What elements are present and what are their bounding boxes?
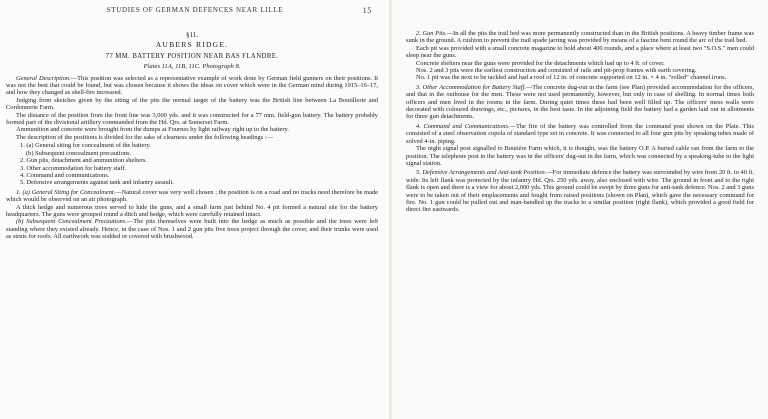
paragraph: A thick hedge and numerous trees served to hide the guns, and a small farm just behind No. 4 pit formed a natural site for the battery headquarters. The guns were grouped round a ditch and hedge, which were carefully retained intact. [6, 203, 378, 218]
paragraph-text: —The concrete dug-out in the farm (see Plan) provided accommodation for the officers, and that in the outhouse for the men. These were not used permanently, however, but only in case of shelling. In normal times both officers and men lived in the rooms in the farm. During quiet times these had been well filled up. The officers' mess walls were decorated with coloured drawings, etc., pictures, in the best taste. In the adjoining field the battery had a garden laid out in allotments for three gun detachments. [406, 83, 754, 121]
list-item: 5. Defensive arrangements against tank and infantry assault. [20, 179, 174, 187]
headings-list [20, 142, 378, 186]
paragraph: Concrete shelters near the guns were provided for the detachments which had up to 4 ft. of cover. [416, 59, 665, 67]
list-item: 2. Gun pits, detachment and ammunition shelters. [20, 157, 147, 165]
paragraph-general-siting [6, 189, 378, 204]
plates-reference: Plates 11A, 11B, 11C. Photograph 8. [143, 63, 241, 71]
paragraph: The description of the positions is divided for the sake of clearness under the following headings :— [16, 133, 273, 141]
paragraph-general-description [6, 75, 378, 97]
paragraph-text: —The fire of the battery was controlled from the command post shown on the Plate. This consisted of a steel observation cupola of standard type set in concrete. It was connected to all four gun pits by speaking tubes made of solved 4-in. piping. [406, 122, 754, 145]
section-subtitle: 77 MM. BATTERY POSITION NEAR BAS FLANDRE. [105, 52, 279, 60]
list-item: 4. Command and communications. [20, 171, 110, 179]
right-page [392, 0, 768, 419]
paragraph-label: 4. Command and Communications. [416, 122, 510, 130]
right-content [406, 30, 754, 214]
running-head-title: STUDIES OF GERMAN DEFENCES NEAR LILLE [106, 6, 284, 14]
section-number: §11. [186, 31, 198, 39]
paragraph: The night signal post signalled to Boutière Farm which, it is thought, was the battery O.P. A buried cable ran from the farm to the position. The telephone post in the battery was in the officers' dug-out in the farm, which was connected by a speaking-tube to the light signal station. [406, 145, 754, 167]
paragraph-label: 1. (a) General Siting for Concealment. [16, 188, 116, 196]
paragraph: Nos. 2 and 3 pits were the earliest construction and consisted of rails and pit-prop frames with earth covering. [416, 67, 697, 75]
paragraph: Judging from sketches given by the siting of the pits the normal target of the battery was the British line between La Boutillerie and Cordonnerie Farm. [6, 96, 378, 112]
left-content [6, 28, 378, 241]
page-number: 15 [362, 6, 372, 15]
paragraph-other-accommodation [406, 84, 754, 121]
section-title: AUBERS RIDGE. [155, 40, 229, 50]
paragraph: Each pit was provided with a small concrete magazine to hold about 400 rounds, and a place where at least two "S.O.S." men could sleep near the guns. [406, 44, 754, 60]
list-item: 3. Other accommodation for battery staff. [20, 164, 127, 172]
paragraph-label: (b) Subsequent Concealment Precautions. [16, 218, 127, 226]
paragraph-subsequent-concealment [6, 218, 378, 240]
paragraph-text: —In all the pits the trail bed was more permanently constructed than in the British positions. A heavy timber frame was sunk in the ground. A cushion to prevent the trail spade jarring was provided by means of a fascine bent round the arc of the trail bed. [406, 30, 754, 45]
list-item: 1. (a) General siting for concealment of the battery. [20, 142, 151, 150]
paragraph: The distance of the position from the front line was 3,000 yds. and it was constructed for a 77 mm. field-gun battery. The battery probably formed part of the divisional artillery commanded from the Hd. Qrs. at Somerset Farm. [6, 111, 378, 127]
paragraph-label: 3. Other Accommodation for Battery Staff. [416, 83, 526, 91]
paragraph-text: —This position was selected as a representative example of work done by German field gunners on their positions. It was not the best that could be found, but was chosen because it shows the ideas on cover which were in the German mind during 1915–16–17, and how they changed as shell-fire increased. [6, 74, 379, 97]
paragraph-defensive-arrangements [406, 169, 754, 213]
paragraph-label: 5. Defensive Arrangements and Anti-tank Position. [416, 169, 547, 177]
paragraph-text: —The pits themselves were built into the hedge as much as possible and the trees were left standing where they existed already. Hence, in the case of Nos. 1 and 2 gun pits five trees project through the cover, and their trunks were used as struts for roofs. All earthwork was sodded or covered with brushwood. [6, 218, 378, 241]
paragraph-gun-pits [406, 30, 754, 45]
paragraph-label: 2. Gun Pits. [416, 30, 447, 37]
list-item: (b) Subsequent concealment precautions. [26, 149, 132, 157]
paragraph-text: —Natural cover was very well chosen ; the position is on a road and no tracks need therefore be made which would be observed on an air photograph. [6, 188, 378, 204]
paragraph-label: General Description. [16, 74, 71, 82]
paragraph-text: —For immediate defence the battery was surrounded by wire from 20 ft. to 40 ft. wide. Its left flank was protected by the infantry Hd. Qrs. 250 yds. away, also enclosed with wire. The ground in front and to the right flank is open and there is a view for about 2,000 yds. This ground could be swept by three guns for anti-tank defence. Nos. 2 and 3 guns were to be taken out of their emplacements and fought from raised positions (shown on Plan), which gave the necessary command for fire. No. 1 gun could be pulled out and man-handled up the tracks to a similar position (right flank), which provided a good field for direct fire eastwards. [406, 169, 754, 214]
paragraph-command-communications [406, 123, 754, 145]
paragraph: No. 1 pit was the next to be tackled and had a roof of 12 in. of concrete supported on 12 in. × 4 in. "rolled" channel irons. [416, 74, 727, 82]
paragraph: Ammunition and concrete were brought from the dumps at Fournes by light railway right up to the battery. [16, 126, 289, 134]
